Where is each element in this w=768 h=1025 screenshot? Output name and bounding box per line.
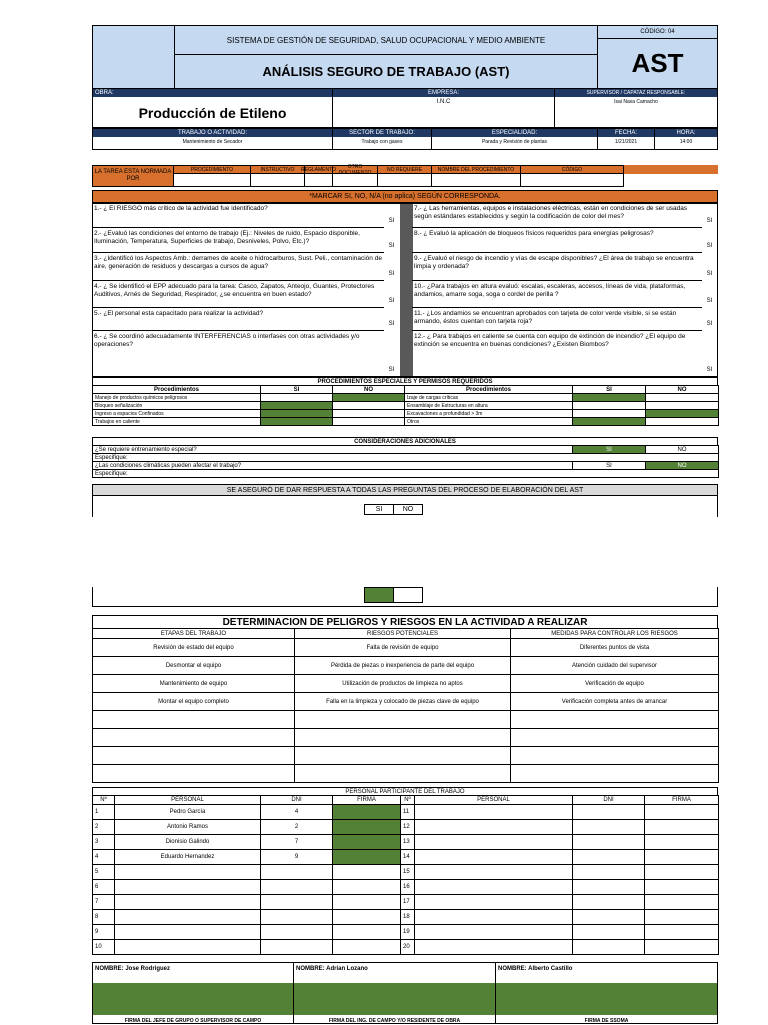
question-right-answer[interactable]: SI	[706, 298, 713, 304]
personal-dni	[261, 865, 333, 880]
personal-firma-right[interactable]	[645, 895, 719, 910]
supervisor-value: Isai Nava Camacho	[614, 99, 658, 105]
question-left-answer[interactable]: SI	[388, 298, 395, 304]
normada-col-input[interactable]	[520, 173, 624, 187]
personal-no: 6	[93, 880, 115, 895]
peligro-medida: Verificación completa antes de arrancar	[511, 693, 719, 711]
consideraciones-table	[92, 445, 719, 478]
personal-no-right: 16	[401, 880, 415, 895]
peligro-medida	[511, 729, 719, 747]
peligro-etapa	[93, 711, 295, 729]
normada-col-header: CÓDIGO	[520, 165, 624, 174]
personal-name-right[interactable]	[415, 940, 573, 955]
personal-no-right: 12	[401, 820, 415, 835]
especialidad-value: Parada y Revisión de plantas	[481, 139, 548, 145]
question-right-answer[interactable]: SI	[706, 367, 713, 373]
personal-name	[115, 865, 261, 880]
personal-no: 8	[93, 910, 115, 925]
consid-q1-no[interactable]: NO	[646, 446, 719, 454]
question-left-text: 4.- ¿ Se identificó el EPP adecuado para la tarea: Casco, Zapatos, Anteojo, Guantes, Protectores Auditivos, Arnés de Seguridad, Respirador, ¿se encuentra en buen estado?	[92, 281, 384, 308]
proc-name-left: Ingreso a espacios Confinados	[93, 410, 261, 418]
proc-si-left[interactable]	[261, 402, 333, 410]
personal-name-right[interactable]	[415, 835, 573, 850]
question-left-answer[interactable]: SI	[388, 271, 395, 277]
proc-name-right: Ensamblaje de Estructuras en altura	[405, 402, 573, 410]
personal-title: PERSONAL PARTICIPANTE DEL TRABAJO	[92, 787, 718, 796]
assurance-no[interactable]: NO	[393, 504, 423, 515]
peligro-riesgo	[295, 747, 511, 765]
personal-no: 7	[93, 895, 115, 910]
peligro-riesgo: Falta de revisión de equipo	[295, 639, 511, 657]
proc-no-right[interactable]	[646, 410, 719, 418]
sector-value: Trabajo con gases	[361, 139, 403, 145]
personal-dni: 9	[261, 850, 333, 865]
personal-firma[interactable]	[333, 940, 401, 955]
question-left-answer[interactable]: SI	[388, 367, 395, 373]
assurance-si[interactable]: SI	[364, 504, 394, 515]
peligro-etapa: Revisión de estado del equipo	[93, 639, 295, 657]
peligro-riesgo	[295, 711, 511, 729]
normada-col-input[interactable]	[377, 173, 432, 187]
fecha-value: 1/21/2021	[614, 139, 638, 145]
personal-h-name-2: PERSONAL	[415, 796, 573, 805]
empresa-label: EMPRESA:	[333, 89, 554, 97]
personal-dni: 2	[261, 820, 333, 835]
trabajo-label: TRABAJO O ACTIVIDAD:	[177, 130, 247, 136]
procedimientos-title: PROCEDIMIENTOS ESPECIALES Y PERMISOS REQUERIDOS	[92, 377, 718, 386]
assurance-si-mark	[364, 587, 394, 603]
personal-name-right[interactable]	[415, 850, 573, 865]
proc-si-right[interactable]	[573, 410, 646, 418]
personal-dni	[261, 910, 333, 925]
peligro-riesgo	[295, 729, 511, 747]
personal-name: Eduardo Hernandez	[115, 850, 261, 865]
personal-dni-right[interactable]	[573, 805, 645, 820]
personal-no: 9	[93, 925, 115, 940]
proc-no-left[interactable]	[333, 418, 405, 426]
peligro-etapa	[93, 747, 295, 765]
personal-name-right[interactable]	[415, 925, 573, 940]
consid-q2-no[interactable]: NO	[646, 462, 719, 470]
proc-si-left[interactable]	[261, 410, 333, 418]
consid-especifique-2: Especifique:	[93, 470, 719, 478]
proc-no-left[interactable]	[333, 394, 405, 402]
question-left-answer[interactable]: SI	[388, 243, 395, 249]
personal-dni-right[interactable]	[573, 895, 645, 910]
personal-name	[115, 910, 261, 925]
question-right-answer[interactable]: SI	[706, 243, 713, 249]
personal-name: Antonio Ramos	[115, 820, 261, 835]
hora-value: 14:00	[679, 139, 693, 145]
proc-si-left[interactable]	[261, 394, 333, 402]
question-left-answer[interactable]: SI	[388, 321, 395, 327]
firma-box-3	[495, 962, 718, 1024]
personal-no: 3	[93, 835, 115, 850]
personal-no-right: 17	[401, 895, 415, 910]
peligro-medida	[511, 711, 719, 729]
personal-firma[interactable]	[333, 850, 401, 865]
personal-no: 2	[93, 820, 115, 835]
document-title: ANÁLISIS SEGURO DE TRABAJO (AST)	[174, 54, 598, 89]
consid-especifique-1: Especifique:	[93, 454, 719, 462]
proc-si-right[interactable]	[573, 402, 646, 410]
personal-firma[interactable]	[333, 805, 401, 820]
system-title: SISTEMA DE GESTIÓN DE SEGURIDAD, SALUD OCUPACIONAL Y MEDIO AMBIENTE	[174, 25, 598, 55]
question-right-answer[interactable]: SI	[706, 271, 713, 277]
peligro-medida: Atención cuidado del supervisor	[511, 657, 719, 675]
normada-col-input[interactable]	[250, 173, 305, 187]
personal-h-dni: DNI	[261, 796, 333, 805]
proc-name-right: Izaje de cargas críticas	[405, 394, 573, 402]
assurance-text: SE ASEGURÓ DE DAR RESPUESTA A TODAS LAS PREGUNTAS DEL PROCESO DE ELABORACIÓN DEL AST	[92, 484, 718, 496]
personal-h-no: Nº	[93, 796, 115, 805]
firma-role-2: FIRMA DEL ING. DE CAMPO Y/O RESIDENTE DE OBRA	[328, 1018, 461, 1024]
trabajo-value: Mantenimiento de Secador	[182, 139, 243, 145]
question-left-text: 2.- ¿Evaluó las condiciones del entorno de trabajo (Ej.: Niveles de ruido, Espacio disponible, Iluminación, Temperatura, Superficies de trabajo, Desniveles, Polvo, Etc.)?	[92, 228, 384, 253]
personal-dni-right[interactable]	[573, 940, 645, 955]
question-right-text: 12.- ¿ Para trabajos en caliente se cuenta con equipo de extinción de incendio? ¿El equipo de extinción se encuentra en buenas condiciones? ¿Existen Biombos?	[412, 331, 702, 377]
personal-firma[interactable]	[333, 925, 401, 940]
peligro-riesgo	[295, 765, 511, 783]
trabajo-cell	[92, 128, 333, 150]
personal-dni: 4	[261, 805, 333, 820]
normada-col-header: PROCEDIMIENTO	[173, 165, 251, 174]
hora-label: HORA:	[676, 130, 696, 136]
peligro-etapa	[93, 729, 295, 747]
normada-col-header: INSTRUCTIVO	[250, 165, 305, 174]
personal-h-dni-2: DNI	[573, 796, 645, 805]
obra-label: OBRA:	[93, 89, 332, 97]
assurance-no-box	[393, 587, 423, 603]
proc-no-right[interactable]	[646, 394, 719, 402]
personal-firma-right[interactable]	[645, 880, 719, 895]
personal-no-right: 20	[401, 940, 415, 955]
proc-no-left[interactable]	[333, 410, 405, 418]
firma-box-2	[293, 962, 496, 1024]
firma-role-1: FIRMA DEL JEFE DE GRUPO O SUPERVISOR DE CAMPO	[124, 1018, 262, 1024]
firma-signature-2[interactable]	[294, 983, 495, 1015]
personal-dni-right[interactable]	[573, 820, 645, 835]
personal-firma-right[interactable]	[645, 940, 719, 955]
proc-si-left[interactable]	[261, 418, 333, 426]
personal-h-no-2: Nº	[401, 796, 415, 805]
proc-name-left: Manejo de productos químicos peligrosos	[93, 394, 261, 402]
consid-q1: ¿Se requiere entrenamiento especial?	[93, 446, 573, 454]
sector-label: SECTOR DE TRABAJO:	[349, 130, 415, 136]
question-left-text: 3.- ¿Identificó los Aspectos Amb.: derrames de aceite o hidrocarburos, Sust. Peli., contaminación de aire, generación de residuos y descargas a cursos de agua?	[92, 253, 384, 281]
question-left-text: 5.- ¿El personal esta capacitado para realizar la actividad?	[92, 308, 384, 331]
consid-q2-si[interactable]: SI	[573, 462, 646, 470]
proc-si-right[interactable]	[573, 394, 646, 402]
peligro-etapa	[93, 765, 295, 783]
firma-box-1	[92, 962, 294, 1024]
personal-name	[115, 880, 261, 895]
personal-firma[interactable]	[333, 820, 401, 835]
normada-col-input[interactable]	[431, 173, 521, 187]
question-left-answer[interactable]: SI	[388, 218, 395, 224]
personal-h-firma-2: FIRMA	[645, 796, 719, 805]
personal-name-right[interactable]	[415, 910, 573, 925]
code-big: AST	[597, 38, 718, 89]
proc-h-2: Procedimientos	[405, 386, 573, 394]
peligro-riesgo: Falla en la limpieza y colocado de piezas clave de equipo	[295, 693, 511, 711]
normada-col-input[interactable]	[173, 173, 251, 187]
question-right-text: 8.- ¿ Evaluó la aplicación de bloqueos físicos requeridos para energías peligrosas?	[412, 228, 702, 253]
question-right-text: 9.- ¿Evaluó el riesgo de incendio y vías de escape disponibles? ¿El área de trabajo se encuentra limpia y ordenada?	[412, 253, 702, 281]
peligro-etapa: Mantenimiento de equipo	[93, 675, 295, 693]
sector-cell	[332, 128, 432, 150]
consid-q2: ¿Las condiciones climáticas pueden afectar el trabajo?	[93, 462, 573, 470]
peligro-medida	[511, 747, 719, 765]
peligro-medida	[511, 765, 719, 783]
obra-value: Producción de Etileno	[138, 105, 287, 121]
proc-no-right[interactable]	[646, 418, 719, 426]
personal-no: 5	[93, 865, 115, 880]
question-right-text: 11.- ¿Los andamios se encuentran aprobados con tarjeta de color verde visible, si se están armando, éstos cuentan con tarjeta roja?	[412, 308, 702, 331]
peligro-medida: Verificación de equipo	[511, 675, 719, 693]
personal-name	[115, 925, 261, 940]
peligro-etapa: Desmontar el equipo	[93, 657, 295, 675]
personal-dni	[261, 895, 333, 910]
consid-q1-si[interactable]: SI	[573, 446, 646, 454]
code-label: CÓDIGO: 04	[597, 25, 718, 39]
proc-h-no-2: NO	[646, 386, 719, 394]
procedimientos-table	[92, 385, 719, 426]
personal-no-right: 18	[401, 910, 415, 925]
obra-cell	[92, 88, 333, 128]
proc-si-right[interactable]	[573, 418, 646, 426]
personal-dni-right[interactable]	[573, 910, 645, 925]
personal-dni	[261, 925, 333, 940]
question-right-text: 10.- ¿Para trabajos en altura evaluó: escalas, escaleras, accesos, líneas de vida, plataformas, andamios, amarre soga, soga o cordel de perilla ?	[412, 281, 702, 308]
personal-name-right[interactable]	[415, 865, 573, 880]
question-right-answer[interactable]: SI	[706, 321, 713, 327]
peligros-table	[92, 628, 719, 783]
personal-name: Pedro García	[115, 805, 261, 820]
personal-dni-right[interactable]	[573, 880, 645, 895]
personal-firma-right[interactable]	[645, 910, 719, 925]
personal-dni-right[interactable]	[573, 925, 645, 940]
personal-dni: 7	[261, 835, 333, 850]
personal-firma[interactable]	[333, 895, 401, 910]
personal-firma-right[interactable]	[645, 820, 719, 835]
peligro-riesgo: Pérdida de piezas o inexperiencia de parte del equipo	[295, 657, 511, 675]
question-right-text: 7.- ¿ Las herramientas, equipos e instalaciones eléctricas, están en condiciones de ser usadas según estándares establecidos y según la codificación de color del mes?	[412, 203, 702, 228]
ast-page-1	[92, 25, 718, 517]
personal-name-right[interactable]	[415, 895, 573, 910]
proc-name-left: Trabajos en caliente	[93, 418, 261, 426]
personal-firma-right[interactable]	[645, 835, 719, 850]
empresa-value: I.N.C	[436, 98, 451, 105]
personal-table	[92, 795, 719, 955]
personal-firma[interactable]	[333, 865, 401, 880]
normada-col-header: OTRO DOCUMENTO	[332, 165, 378, 174]
personal-name	[115, 940, 261, 955]
personal-no: 10	[93, 940, 115, 955]
personal-no: 1	[93, 805, 115, 820]
personal-firma[interactable]	[333, 880, 401, 895]
question-left-text: 1.- ¿ El RIESGO más crítico de la actividad fue identificado?	[92, 203, 384, 228]
peligro-riesgo: Utilización de productos de limpieza no aptos	[295, 675, 511, 693]
personal-dni-right[interactable]	[573, 835, 645, 850]
personal-firma-right[interactable]	[645, 850, 719, 865]
proc-name-right: Excavaciones a profundidad > 3m	[405, 410, 573, 418]
personal-dni	[261, 940, 333, 955]
personal-no-right: 15	[401, 865, 415, 880]
firma-signature-1[interactable]	[93, 983, 293, 1015]
logo-area	[92, 25, 175, 89]
firma-signature-3[interactable]	[496, 983, 717, 1015]
peligro-etapa: Montar el equipo completo	[93, 693, 295, 711]
instruction-bar: *MARCAR SI, NO, N/A (no aplica) SEGÚN CORRESPONDA.	[92, 190, 718, 203]
firma-nombre-2: NOMBRE: Adrian Lozano	[296, 966, 368, 972]
personal-h-firma: FIRMA	[333, 796, 401, 805]
especialidad-cell	[431, 128, 598, 150]
empresa-cell	[332, 88, 555, 128]
personal-name-right[interactable]	[415, 805, 573, 820]
peligros-title: DETERMINACION DE PELIGROS Y RIESGOS EN LA ACTIVIDAD A REALIZAR	[92, 615, 718, 629]
normada-col-header: REGLAMENTO	[301, 166, 336, 173]
proc-h-si-2: SI	[573, 386, 646, 394]
question-left-text: 6.- ¿ Se coordinó adecuadamente INTERFERENCIAS o interfases con otras actividades y/o operaciones?	[92, 331, 384, 377]
peligros-col-etapas: ETAPAS DEL TRABAJO	[93, 629, 295, 639]
supervisor-label: SUPERVISOR / CAPATAZ RESPONSABLE:	[555, 89, 717, 97]
normada-label: LA TAREA ESTA NORMADA POR	[92, 165, 174, 187]
personal-dni-right[interactable]	[573, 865, 645, 880]
personal-name	[115, 895, 261, 910]
fecha-cell	[597, 128, 655, 150]
personal-dni	[261, 880, 333, 895]
especialidad-label: ESPECIALIDAD:	[491, 130, 538, 136]
firma-nombre-1: NOMBRE: Jose Rodriguez	[95, 966, 171, 972]
proc-h-si: SI	[261, 386, 333, 394]
personal-name: Dionisio Galindo	[115, 835, 261, 850]
ast-page-2	[92, 587, 718, 1024]
firma-nombre-3: NOMBRE: Alberto Castillo	[498, 966, 573, 972]
consideraciones-title: CONSIDERACIONES ADICIONALES	[92, 437, 718, 446]
proc-h: Procedimientos	[93, 386, 261, 394]
hora-cell	[654, 128, 718, 150]
peligros-col-riesgos: RIESGOS POTENCIALES	[295, 629, 511, 639]
personal-firma-right[interactable]	[645, 865, 719, 880]
personal-name-right[interactable]	[415, 820, 573, 835]
peligro-medida: Diferentes puntos de vista	[511, 639, 719, 657]
firma-role-3: FIRMA DE SSOMA	[584, 1018, 629, 1024]
proc-name-left: Bloqueo señalización	[93, 402, 261, 410]
personal-name-right[interactable]	[415, 880, 573, 895]
personal-firma[interactable]	[333, 910, 401, 925]
personal-no: 4	[93, 850, 115, 865]
proc-h-no: NO	[333, 386, 405, 394]
proc-name-right: Otros	[405, 418, 573, 426]
personal-dni-right[interactable]	[573, 850, 645, 865]
personal-no-right: 11	[401, 805, 415, 820]
normada-col-header: NOMBRE DEL PROCEDIMIENTO	[431, 165, 521, 174]
proc-no-right[interactable]	[646, 402, 719, 410]
personal-firma-right[interactable]	[645, 925, 719, 940]
normada-col-input[interactable]	[304, 173, 333, 187]
personal-firma[interactable]	[333, 835, 401, 850]
peligros-col-medidas: MEDIDAS PARA CONTROLAR LOS RIESGOS	[511, 629, 719, 639]
fecha-label: FECHA:	[614, 130, 637, 136]
personal-h-name: PERSONAL	[115, 796, 261, 805]
personal-no-right: 14	[401, 850, 415, 865]
personal-firma-right[interactable]	[645, 805, 719, 820]
personal-no-right: 19	[401, 925, 415, 940]
personal-no-right: 13	[401, 835, 415, 850]
supervisor-cell	[554, 88, 718, 128]
normada-col-input[interactable]	[332, 173, 378, 187]
proc-no-left[interactable]	[333, 402, 405, 410]
normada-col-header: NO REQUIERE	[377, 165, 432, 174]
question-right-answer[interactable]: SI	[706, 218, 713, 224]
